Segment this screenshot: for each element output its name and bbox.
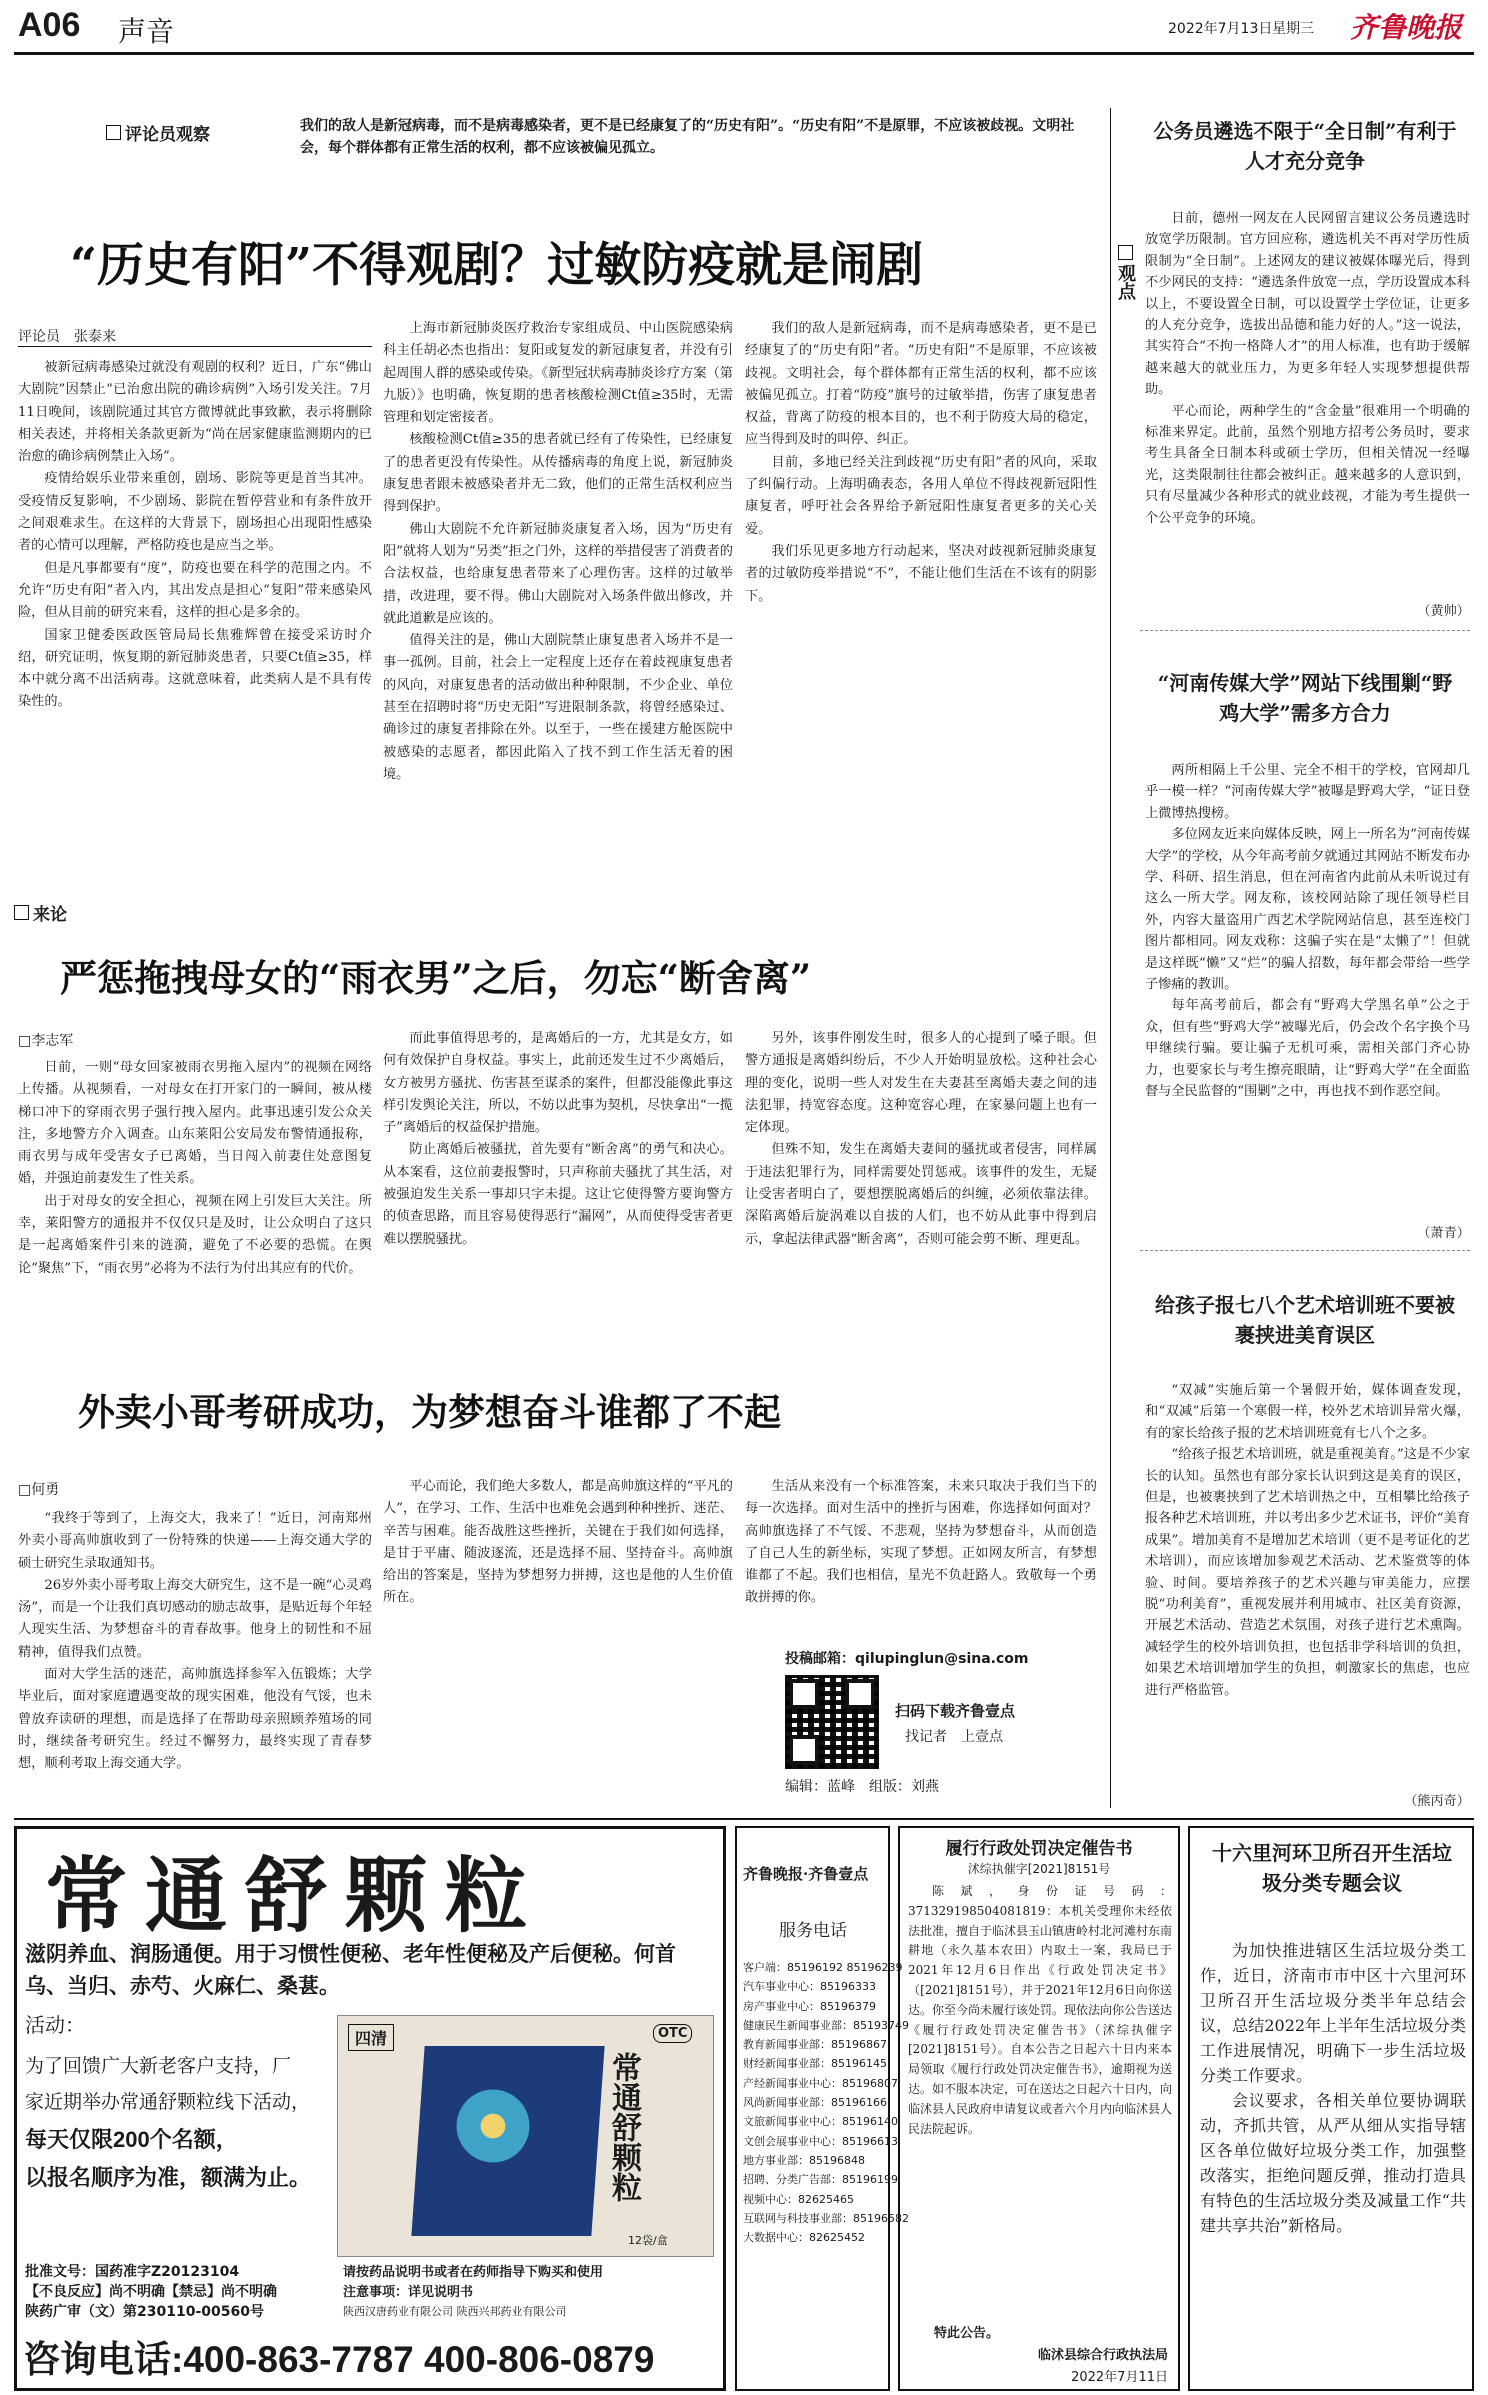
- paragraph: 多位网友近来向媒体反映，网上一所名为“河南传媒大学”的学校，从今年高考前夕就通过其网站不断发布办学、科研、招生消息，但在河南省内此前从未听说过有这么一所大学。网友称，该校网站除了现任领导栏目外，内容大量盗用广西艺术学院网站信息，甚至连校门图片都相同。网友戏称：这骗子实在是“太懒了”！但就是这样既“懒”又“烂”的骗人招数，每年都会带给一些学子惨痛的教训。: [1145, 827, 1470, 993]
- notice-date: 2022年7月11日: [1071, 2370, 1168, 2385]
- submission-email[interactable]: 投稿邮箱：qilupinglun@sina.com: [785, 1651, 1029, 1667]
- paragraph: 上海市新冠肺炎医疗救治专家组成员、中山医院感染病科主任胡必杰也指出：复阳或复发的新冠康复者，并没有引起周围人群的感染或传染。《新型冠状病毒肺炎诊疗方案（第九版）》也明确，恢复期的患者核酸检测Ct值≥35时，无需管理和划定密接者。: [383, 321, 733, 426]
- article2-col2: [383, 1028, 733, 1328]
- box-spec: 12袋/盒: [628, 2234, 668, 2247]
- notice-ref: 沭综执催字[2021]8151号: [967, 1862, 1111, 1876]
- article1-headline: “历史有阳”不得观剧？过敏防疫就是闹剧: [70, 238, 924, 293]
- article1-col3: [745, 318, 1097, 877]
- service-phone: 财经新闻事业部：85196145: [743, 2057, 887, 2071]
- service-phone: 风尚新闻事业部：85196166: [743, 2096, 887, 2110]
- article2-headline: 严惩拖拽母女的“雨衣男”之后，勿忘“断舍离”: [60, 956, 812, 1000]
- article2-byline: □李志军: [18, 1033, 74, 1049]
- ad-activity-line: 以报名顺序为准，额满为止。: [25, 2165, 312, 2190]
- ad-maker: 陕西汉唐药业有限公司 陕西兴邦药业有限公司: [343, 2305, 567, 2318]
- paragraph: 我们的敌人是新冠病毒，而不是病毒感染者，更不是已经康复了的“历史有阳”者。“历史有阳”不是原罪，不应该被歧视。文明社会，每个群体都有正常生活的权利，都不应该被偏见孤立。打着“防疫”旗号的过敏举措，伤害了康复患者权益，背离了防疫的根本目的，也不利于防疫大局的稳定，应当得到及时的叫停、纠正。: [745, 321, 1097, 448]
- paragraph: 被新冠病毒感染过就没有观剧的权利？近日，广东“佛山大剧院”因禁止“已治愈出院的确诊病例”入场引发关注。7月11日晚间，该剧院通过其官方微博就此事致歉，表示将删除相关表述，并将相关条款更新为“尚在居家健康监测期内的已治愈的确诊病例禁止入场”。: [18, 360, 372, 465]
- service-phone: 互联网与科技事业部：85196582: [743, 2211, 909, 2225]
- article1-byline: 评论员 张泰来: [18, 329, 116, 345]
- paragraph: 我们乐见更多地方行动起来，坚决对歧视新冠肺炎康复者的过敏防疫举措说“不”，不能让他们生活在不该有的阴影下。: [745, 543, 1097, 604]
- square-icon: [106, 125, 121, 140]
- service-phone: 房产事业中心：85196379: [743, 1999, 876, 2013]
- service-phone: 客户端：85196192 85196239: [743, 1961, 903, 1974]
- ad-notice-2: 注意事项：详见说明书: [343, 2285, 474, 2300]
- paragraph: 每年高考前后，都会有“野鸡大学黑名单”公之于众，但有些“野鸡大学”被曝光后，仍会改个名字换个马甲继续行骗。要让骗子无机可乘，需相关部门齐心协力，也要家长与考生擦亮眼睛，让“野鸡大学”在全面监督与全民监督的“围剿”之中，再也找不到作恶空间。: [1145, 998, 1470, 1100]
- paper-logo: 齐鲁晚报: [1350, 11, 1463, 44]
- square-icon: [14, 905, 29, 920]
- article3-col3: [745, 1476, 1097, 1646]
- editors-credit: 编辑：蓝峰 组版：刘燕: [785, 1779, 939, 1795]
- notice-title: 履行行政处罚决定催告书: [945, 1839, 1133, 1859]
- bottom-section-rule: [14, 1818, 1474, 1820]
- ad-license: 陕药广审（文）第230110-00560号: [25, 2304, 264, 2320]
- service-phone: 文旅新闻事业中心：85196140: [743, 2115, 898, 2129]
- paragraph: 而此事值得思考的，是离婚后的一方，尤其是女方，如何有效保护自身权益。事实上，此前还发生过不少离婚后，女方被男方骚扰、伤害甚至谋杀的案件，但都没能像此事这样引发舆论关注，所以，不妨以此事为契机，尽快拿出“一揽子”离婚后的权益保护措施。: [383, 1031, 733, 1136]
- paragraph: 值得关注的是，佛山大剧院禁止康复患者入场并不是一事一孤例。目前，社会上一定程度上还存在着歧视康复患者的风向，对康复患者的活动做出种种限制，不少企业、单位甚至在招聘时将“历史无阳”写进限制条款，将曾经感染过、确诊过的康复者排除在外。以至于，一些在援建方舱医院中被感染的志愿者，都因此陷入了找不到工作生活无着的困境。: [383, 633, 733, 782]
- ad-approval: 批准文号：国药准字Z20123104: [25, 2264, 240, 2280]
- section-name: 声音: [118, 15, 175, 48]
- article3-byline: □何勇: [18, 1482, 60, 1498]
- ad-description: 滋阴养血、润肠通便。用于习惯性便秘、老年性便秘及产后便秘。何首乌、当归、赤芍、火麻仁、桑葚。: [25, 1943, 676, 1998]
- square-icon: [1118, 245, 1133, 260]
- sidebar-title-2: “河南传媒大学”网站下线围剿“野鸡大学”需多方合力: [1157, 671, 1453, 725]
- service-phone: 大数据中心：82625452: [743, 2231, 865, 2245]
- service-phone: 教育新闻事业部：85196867: [743, 2038, 887, 2052]
- ad-activity-label: 活动：: [25, 2013, 85, 2037]
- paragraph: “我终于等到了，上海交大，我来了！”近日，河南郑州外卖小哥高帅旗收到了一份特殊的快递——上海交通大学的硕士研究生录取通知书。: [18, 1511, 372, 1571]
- service-phone: 招聘、分类广告部：85196199: [743, 2173, 898, 2187]
- service-phone: 健康民生新闻事业部：85193749: [743, 2018, 909, 2032]
- paragraph: 但殊不知，发生在离婚夫妻间的骚扰或者侵害，同样属于违法犯罪行为，同样需要处罚惩戒。该事件的发生，无疑让受害者明白了，要想摆脱离婚后的纠缠，必须依靠法律。深陷离婚后旋涡难以自拔的人们，也不妨从此事中得到启示，拿起法律武器“断舍离”，否则可能会剪不断、理更乱。: [745, 1142, 1097, 1247]
- article3-col1: [18, 1508, 372, 1798]
- brief-box: [1188, 1826, 1474, 2391]
- paragraph: “双减”实施后第一个暑假开始，媒体调查发现，和“双减”后第一个寒假一样，校外艺术培训异常火爆，有的家长给孩子报的艺术培训班竟有七八个之多。: [1145, 1383, 1470, 1441]
- column-divider: [1110, 108, 1111, 1808]
- sidebar-title-3: 给孩子报七八个艺术培训班不要被裹挟进美育误区: [1155, 1293, 1455, 1347]
- paragraph: 另外，该事件刚发生时，很多人的心提到了嗓子眼。但警方通报是离婚纠纷后，不少人开始明显放松。这种社会心理的变化，说明一些人对发生在夫妻甚至离婚夫妻之间的违法犯罪，持宽容态度。这种宽容心理，在家暴问题上也有一定体现。: [745, 1031, 1097, 1136]
- paragraph: 但是凡事都要有“度”，防疫也要在科学的范围之内。不允许“历史有阳”者入内，其出发点是担心“复阳”带来感染风险，但从目前的研究来看，这样的担心是多余的。: [18, 560, 372, 621]
- byline-rule: [18, 346, 372, 347]
- notice-body: 陈斌，身份证号码：371329198504081819：本机关受理你未经依法批准，擅自于临沭县玉山镇唐岭村北河滩村东南耕地（永久基本农田）内取土一案，我局已于2021年12月6日作出《行政处罚决定书》（[2021]8151号），并于2021年12月6日向你送达。你至今尚未履行该处罚。现依法向你公告送达《履行行政处罚决定催告书》（沭综执催字[2021]8151号）。自本公告之日起六十日内来本局领取《履行行政处罚决定催告书》，逾期视为送达。如不服本决定，可在送达之日起六十日内，向临沭县人民政府申请复议或者六个月内向临沭县人民法院起诉。: [908, 1884, 1173, 2136]
- article1-col1: [18, 357, 372, 877]
- notice-closing: 特此公告。: [934, 2326, 1000, 2341]
- sidebar-author-2: （萧青）: [1417, 1226, 1470, 1241]
- brief-body: [1200, 1938, 1466, 2378]
- qr-subcaption: 找记者 上壹点: [905, 1729, 1003, 1745]
- divider: [1140, 630, 1470, 631]
- paragraph: 防止离婚后被骚扰，首先要有“断舍离”的勇气和决心。从本案看，这位前妻报警时，只声称前夫骚扰了其生活，对被强迫发生关系一事却只字未提。这让它使得警方要询警方的侦查思路，而且容易使得恶行“漏网”，从而使得受害者更难以摆脱骚扰。: [383, 1142, 733, 1247]
- paragraph: 疫情给娱乐业带来重创，剧场、影院等更是首当其冲。受疫情反复影响，不少剧场、影院在暂停营业和有条件放开之间艰难求生。在这样的大背景下，剧场担心出现阳性感染者的心情可以理解，严格防疫也是应当之举。: [18, 471, 372, 554]
- service-phone: 视频中心：82625465: [743, 2192, 854, 2206]
- issue-date: 2022年7月13日: [1168, 21, 1273, 37]
- article2-col3: [745, 1028, 1097, 1328]
- article1-col2: [383, 318, 733, 877]
- column-label-observer: 评论员观察: [106, 120, 210, 145]
- column-label-laiulun: 来论: [14, 900, 67, 925]
- sidebar-author-1: （黄帅）: [1417, 604, 1470, 619]
- ad-adverse: 【不良反应】尚不明确【禁忌】尚不明确: [25, 2284, 277, 2300]
- product-box-image: [337, 2015, 714, 2257]
- paragraph: 会议要求，各相关单位要协调联动，齐抓共管，从严从细从实指导辖区各单位做好垃圾分类工作，加强整改落实，拒绝问题反弹，推动打造具有特色的生活垃圾分类及减量工作“共建共享共治”新格局。: [1200, 2091, 1466, 2235]
- divider: [1140, 1250, 1470, 1251]
- masthead: [0, 0, 1488, 52]
- paragraph: 生活从来没有一个标准答案，未来只取决于我们当下的每一次选择。面对生活中的挫折与困难，你选择如何面对？高帅旗选择了不气馁、不悲观，坚持为梦想奋斗，从而创造了自己人生的新坐标，实现了梦想。正如网友所言，有梦想谁都了不起。我们也相信，星光不负赶路人。致敬每一个勇敢拼搏的你。: [745, 1479, 1097, 1606]
- paragraph: 出于对母女的安全担心，视频在网上引发巨大关注。所幸，莱阳警方的通报并不仅仅只是及时，让公众明白了这只是一起离婚案件引来的涟漪，避免了不必要的恐慌。在舆论“聚焦”下，“雨衣男”必将为不法行为付出其应有的代价。: [18, 1193, 372, 1276]
- box-otc: OTC: [653, 2024, 692, 2043]
- ad-activity-line: 为了回馈广大新老客户支持，厂: [25, 2056, 292, 2077]
- service-title: 齐鲁晚报·齐鲁壹点: [743, 1865, 869, 1883]
- paragraph: 为加快推进辖区生活垃圾分类工作，近日，济南市市中区十六里河环卫所召开生活垃圾分类半年总结会议，总结2022年上半年生活垃圾分类工作进展情况，明确下一步生活垃圾分类工作要求。: [1200, 1941, 1466, 2085]
- sidebar-item-1: [1145, 208, 1470, 596]
- paragraph: 目前，多地已经关注到歧视“历史有阳”者的风向，采取了纠偏行动。上海明确表态，各用人单位不得歧视新冠阳性康复者，呼吁社会各界给予新冠阳性康复者更多的关心关爱。: [745, 454, 1097, 537]
- ad-notice-1: 请按药品说明书或者在药师指导下购买和使用: [343, 2265, 604, 2280]
- ad-hotline[interactable]: 咨询电话:400-863-7787 400-806-0879: [23, 2339, 655, 2380]
- paragraph: 两所相隔上千公里、完全不相干的学校，官网却几乎一模一样？“河南传媒大学”被曝是野鸡大学，“证日登上微博热搜榜。: [1145, 763, 1470, 821]
- sidebar-item-3: [1145, 1380, 1470, 1792]
- paragraph: 面对大学生活的迷茫，高帅旗选择参军入伍锻炼；大学毕业后，面对家庭遭遇变故的现实困难，他没有气馁，也未曾放弃读研的理想，而是选择了在帮助母亲照顾养殖场的同时，继续备考研究生。经过不懈努力，最终实现了青春梦想，顺利考取上海交通大学。: [18, 1667, 372, 1772]
- paragraph: 平心而论，我们绝大多数人，都是高帅旗这样的“平凡的人”，在学习、工作、生活中也难免会遇到种种挫折、迷茫、辛苦与困难。能否战胜这些挫折，关键在于我们如何选择，是甘于平庸、随波逐流，还是选择不屈、坚持奋斗。高帅旗给出的答案是，坚持为梦想努力拼搏，这也是他的人生价值所在。: [383, 1479, 733, 1606]
- paragraph: 日前，一则“母女回家被雨衣男拖入屋内”的视频在网络上传播。从视频看，一对母女在打开家门的一瞬间，被从楼梯口冲下的穿雨衣男子强行拽入屋内。此事迅速引发公众关注，多地警方介入调查。山东莱阳公安局发布警情通报称，雨衣男与成年受害女子已离婚，当日闯入前妻住处意图复婚，并强迫前妻发生了性关系。: [18, 1060, 372, 1187]
- service-list: [743, 1958, 909, 2247]
- qr-corner: [789, 1735, 819, 1765]
- service-phone: 文创会展事业中心：85196613: [743, 2134, 898, 2148]
- paragraph: 核酸检测Ct值≥35的患者就已经有了传染性，已经康复了的患者更没有传染性。从传播病毒的角度上说，新冠肺炎康复患者跟未被感染者并无二致，他们的正常生活权利应当得到保护。: [383, 432, 733, 515]
- service-box: [735, 1826, 909, 2391]
- service-phone: 地方事业部：85196848: [743, 2153, 865, 2167]
- sidebar-title-1: 公务员遴选不限于“全日制”有利于人才充分竞争: [1153, 119, 1457, 173]
- qr-corner: [789, 1679, 819, 1709]
- paragraph: 国家卫健委医政医管局局长焦雅辉曾在接受采访时介绍，研究证明，恢复期的新冠肺炎患者，只要Ct值≥35，样本中就分离不出活病毒。这就意味着，此类病人是不具有传染性的。: [18, 627, 372, 710]
- ad-activity-line: 家近期举办常通舒颗粒线下活动，: [25, 2092, 311, 2113]
- box-product-name: 常通舒颗粒: [606, 2052, 641, 2202]
- service-subtitle: 服务电话: [779, 1921, 847, 1941]
- service-phone: 汽车事业中心：85196333: [743, 1980, 876, 1994]
- page-code: A06: [18, 6, 81, 44]
- masthead-rule: [14, 52, 1474, 55]
- brief-title: 十六里河环卫所召开生活垃圾分类专题会议: [1212, 1841, 1452, 1895]
- paragraph: 日前，德州一网友在人民网留言建议公务员遴选时放宽学历限制。官方回应称，遴选机关不再对学历性质限制为“全日制”。上述网友的建议被媒体曝光后，得到不少网民的支持：“遴选条件放宽一点，学历设置成本科以上，不要设置全日制，可以设置学士学位证，让更多的人充分竞争，选拔出品德和能力好的人。”这一说法，其实符合“不拘一格降人才”的用人标准，也有助于缓解越来越大的就业压力，为更多年轻人实现梦想提供帮助。: [1145, 211, 1470, 398]
- qr-code[interactable]: [785, 1675, 879, 1769]
- ad-block: [14, 1826, 726, 2391]
- notice-box: [898, 1826, 1180, 2391]
- sidebar-label: 观点: [1114, 245, 1136, 300]
- ad-activity-line: 每天仅限200个名额，: [25, 2127, 238, 2152]
- ad-product-name: 常通舒颗粒: [45, 1848, 546, 1944]
- article2-col1: [18, 1057, 372, 1327]
- paragraph: “给孩子报艺术培训班，就是重视美育。”这是不少家长的认知。虽然也有部分家长认识到这是美育的误区，但是，也被裹挟到了艺术培训热之中，互相攀比给孩子报各种艺术培训班，并以考出多少艺术证书，评价“美育成果”。增加美育不是增加艺术培训（更不是考证化的艺术培训），而应该增加参观艺术活动、艺术鉴赏等的体验、时间。要培养孩子的艺术兴趣与审美能力，应摆脱“功利美育”，重视发展并利用城市、社区美育资源，开展艺术活动、营造艺术氛围，对孩子进行艺术熏陶。减轻学生的校外培训负担，也包括非学科培训的负担，如果艺术培训增加学生的负担，刺激家长的焦虑，也应进行严格监管。: [1145, 1447, 1470, 1698]
- paragraph: 26岁外卖小哥考取上海交大研究生，这不是一碗“心灵鸡汤”，而是一个让我们真切感动的励志故事，是贴近每个年轻人现实生活、为梦想奋斗的青春故事。他身上的韧性和不屈精神，值得我们点赞。: [18, 1577, 372, 1660]
- notice-signer: 临沭县综合行政执法局: [1037, 2348, 1168, 2363]
- article3-headline: 外卖小哥考研成功，为梦想奋斗谁都了不起: [78, 1390, 781, 1434]
- box-brand: 四清: [348, 2024, 394, 2051]
- sidebar-item-2: [1145, 760, 1470, 1210]
- box-flower-icon: [448, 2086, 538, 2166]
- service-phone: 产经新闻事业中心：85196807: [743, 2076, 898, 2090]
- paragraph: 佛山大剧院不允许新冠肺炎康复者入场，因为“历史有阳”就将人划为“另类”拒之门外，这样的举措侵害了消费者的合法权益，也给康复患者带来了心理伤害。这样的过敏举措，改进理，要不得。佛山大剧院对入场条件做出修改，并就此道歉是应该的。: [383, 521, 733, 626]
- paragraph: 平心而论，两种学生的“含金量”很难用一个明确的标准来界定。此前，虽然个别地方招考公务员时，要求考生具备全日制本科或硕士学历，但相关情况一经曝光，这类限制往往都会被纠正。越来越多的人意识到，只有尽量减少各种形式的就业歧视，才能为考生提供一个公平竞争的环境。: [1145, 403, 1470, 526]
- article3-col2: [383, 1476, 733, 1798]
- issue-weekday: 星期三: [1272, 21, 1314, 37]
- qr-caption: 扫码下载齐鲁壹点: [895, 1702, 1016, 1720]
- qr-corner: [845, 1679, 875, 1709]
- pullquote: 我们的敌人是新冠病毒，而不是病毒感染者，更不是已经康复了的“历史有阳”。“历史有阳”不是原罪，不应该被歧视。文明社会，每个群体都有正常生活的权利，都不应该被偏见孤立。: [300, 118, 1075, 156]
- sidebar-author-3: （熊丙奇）: [1404, 1794, 1470, 1809]
